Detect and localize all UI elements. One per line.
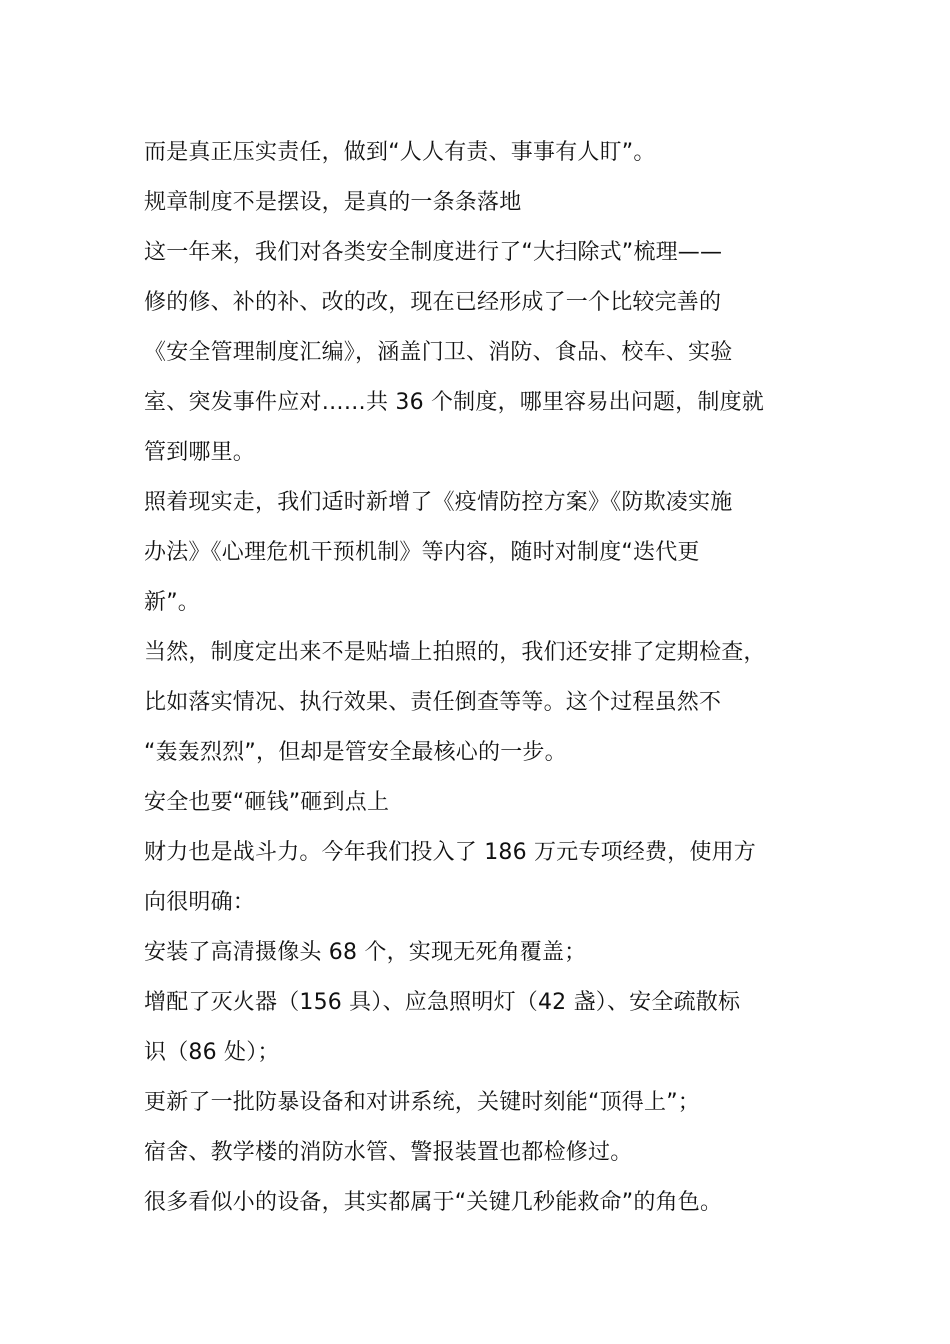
text-line: “轰轰烈烈”，但却是管安全最核心的一步。 [144,740,567,765]
text-line: 向很明确： [144,890,256,915]
text-line: 而是真正压实责任，做到“人人有责、事事有人盯”。 [144,140,656,165]
text-line: 照着现实走，我们适时新增了《疫情防控方案》《防欺凌实施 [144,490,733,515]
document-body [144,128,834,1228]
list-item: 安装了高清摄像头 68 个，实现无死角覆盖； [144,940,587,965]
section-heading: 规章制度不是摆设，是真的一条条落地 [144,190,522,215]
list-item: 宿舍、教学楼的消防水管、警报装置也都检修过。 [144,1140,633,1165]
text-line: 很多看似小的设备，其实都属于“关键几秒能救命”的角色。 [144,1190,723,1215]
text-line: 这一年来，我们对各类安全制度进行了“大扫除式”梳理—— [144,240,723,265]
text-line: 比如落实情况、执行效果、责任倒查等等。这个过程虽然不 [144,690,722,715]
text-line: 财力也是战斗力。今年我们投入了 186 万元专项经费，使用方 [144,840,756,865]
text-line: 修的修、补的补、改的改，现在已经形成了一个比较完善的 [144,290,722,315]
list-item: 识（86 处）； [144,1040,280,1065]
section-heading: 安全也要“砸钱”砸到点上 [144,790,390,815]
list-item: 更新了一批防暴设备和对讲系统，关键时刻能“顶得上”； [144,1090,700,1115]
text-line: 办法》《心理危机干预机制》等内容，随时对制度“迭代更 [144,540,700,565]
text-line: 室、突发事件应对……共 36 个制度，哪里容易出问题，制度就 [144,390,764,415]
text-line: 《安全管理制度汇编》，涵盖门卫、消防、食品、校车、实验 [144,340,733,365]
text-line: 管到哪里。 [144,440,256,465]
list-item: 增配了灭火器（156 具）、应急照明灯（42 盏）、安全疏散标 [144,990,741,1015]
text-line: 当然，制度定出来不是贴墙上拍照的，我们还安排了定期检查， [144,640,766,665]
text-line: 新”。 [144,590,200,615]
